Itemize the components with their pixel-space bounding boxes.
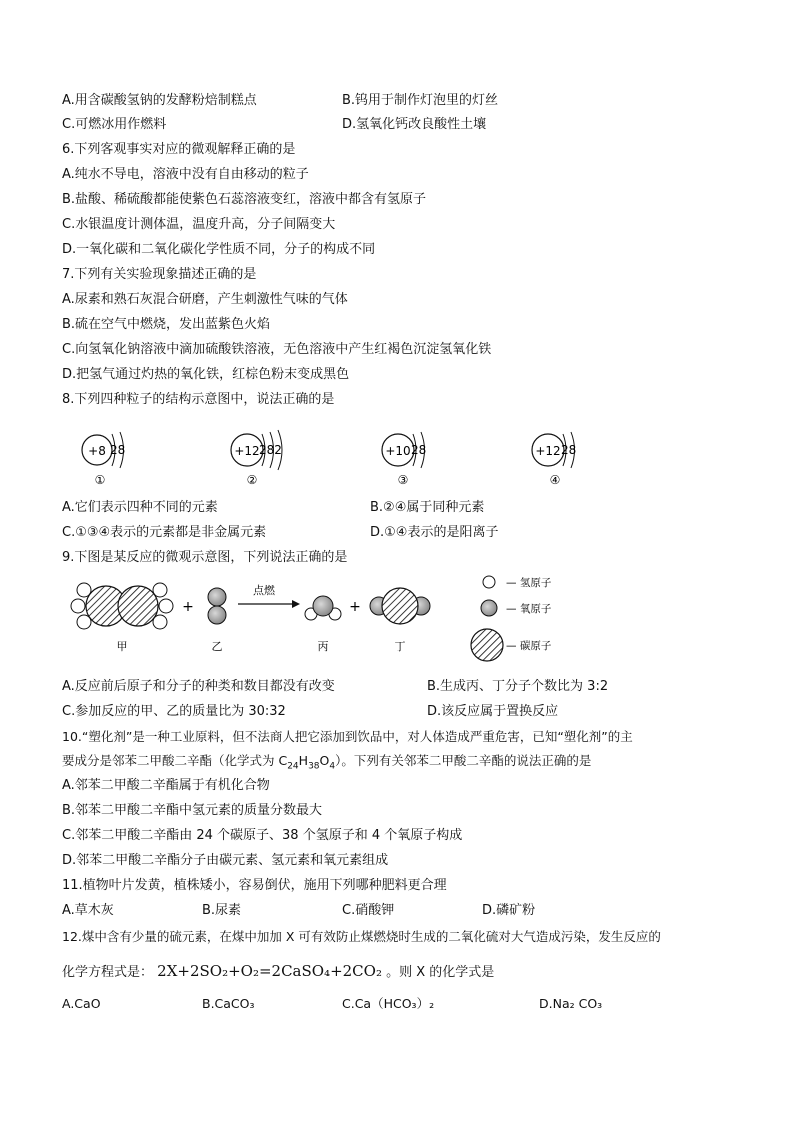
q10-stem-line-2 [62,752,591,776]
q6-option-a: A.纯水不导电，溶液中没有自由移动的粒子 [62,167,309,182]
q7-option-a: A.尿素和熟石灰混合研磨，产生刺激性气味的气体 [62,292,348,307]
q7-option-d: D.把氢气通过灼热的氧化铁，红棕色粉末变成黑色 [62,367,350,382]
particle-2-diagram [231,430,282,487]
q6-option-b: B.盐酸、稀硫酸都能使紫色石蕊溶液变红，溶液中都含有氢原子 [62,192,427,207]
q5-option-a: A.用含碳酸氢钠的发酵粉焙制糕点 [62,93,257,108]
label-bing: 丙 [317,640,329,653]
q11-option-a: A.草木灰 [62,903,114,918]
molecule-ding [370,588,430,653]
atom-legend [471,576,552,661]
q7-option-b: B.硫在空气中燃烧，发出蓝紫色火焰 [62,317,271,332]
q6-option-d: D.一氧化碳和二氧化碳化学性质不同，分子的构成不同 [62,242,376,257]
particle-1-nucleus: +8 [88,444,106,458]
q12-equation: 2X+2SO₂+O₂=2CaSO₄+2CO₂ [157,962,382,980]
q10-option-a: A.邻苯二甲酸二辛酯属于有机化合物 [62,778,270,793]
particle-3-nucleus: +10 [385,444,411,458]
particle-4-nucleus: +12 [535,444,561,458]
q8-option-c: C.①③④表示的元素都是非金属元素 [62,525,267,540]
q8-option-d: D.①④表示的是阳离子 [370,525,499,540]
particle-4-diagram [532,432,576,487]
q5-option-c: C.可燃冰用作燃料 [62,117,167,132]
q12-stem-pre: 化学方程式是： [62,965,154,980]
q5-option-d: D.氢氧化钙改良酸性土壤 [342,117,487,132]
q11-stem: 11.植物叶片发黄，植株矮小，容易倒伏，施用下列哪种肥料更合理 [62,878,447,893]
q10-option-c: C.邻苯二甲酸二辛酯由 24 个碳原子、38 个氢原子和 4 个氧原子构成 [62,828,463,843]
q8-stem: 8.下列四种粒子的结构示意图中，说法正确的是 [62,392,335,407]
molecule-yi [208,588,226,653]
q9-option-d: D.该反应属于置换反应 [427,704,559,719]
particle-2-shells: 282 [259,443,282,457]
atomic-structure-diagrams [0,420,794,495]
reaction-arrow [238,583,300,608]
q10-stem-post: ）。下列有关邻苯二甲酸二辛酯的说法正确的是 [335,753,592,768]
particle-1-diagram [82,432,125,487]
particle-4-shells: 28 [561,443,577,457]
q9-stem: 9.下图是某反应的微观示意图，下列说法正确的是 [62,550,348,565]
reaction-condition: 点燃 [253,584,275,597]
q10-sub-h: 38 [308,761,320,772]
q5-option-b: B.钨用于制作灯泡里的灯丝 [342,93,499,108]
q12-option-c: C.Ca（HCO₃）₂ [342,996,435,1011]
plus-sign-2: + [349,599,361,615]
q10-h: H [298,753,309,768]
q9-option-a: A.反应前后原子和分子的种类和数目都没有改变 [62,679,335,694]
label-yi: 乙 [211,640,223,653]
q11-option-c: C.硝酸钾 [342,903,395,918]
q11-option-b: B.尿素 [202,903,242,918]
plus-sign-1: + [182,599,194,615]
particle-1-label: ① [94,473,106,487]
particle-1-shells: 28 [110,443,126,457]
q12-option-b: B.CaCO₃ [202,996,255,1011]
q10-option-b: B.邻苯二甲酸二辛酯中氢元素的质量分数最大 [62,803,323,818]
reaction-micro-diagram [0,570,794,670]
q8-option-a: A.它们表示四种不同的元素 [62,500,218,515]
molecule-jia [71,583,173,653]
particle-3-diagram [382,432,426,487]
q10-stem-pre: 要成分是邻苯二甲酸二辛酯（化学式为 C [62,753,288,768]
q10-sub-c: 24 [287,761,299,772]
particle-3-shells: 28 [411,443,427,457]
q9-option-c: C.参加反应的甲、乙的质量比为 30:32 [62,704,286,719]
q7-stem: 7.下列有关实验现象描述正确的是 [62,267,257,282]
particle-2-label: ② [246,473,258,487]
q12-stem-line-2 [62,960,494,984]
legend-hydrogen: — 氢原子 [506,577,552,589]
q6-stem: 6.下列客观事实对应的微观解释正确的是 [62,142,296,157]
q10-sub-o: 4 [329,761,336,772]
particle-3-label: ③ [397,473,409,487]
particle-4-label: ④ [549,473,561,487]
q7-option-c: C.向氢氧化钠溶液中滴加硫酸铁溶液，无色溶液中产生红褐色沉淀氢氧化铁 [62,342,492,357]
q12-option-d: D.Na₂ CO₃ [539,996,603,1011]
legend-carbon: — 碳原子 [506,640,552,652]
q10-o: O [319,753,330,768]
q6-option-c: C.水银温度计测体温，温度升高，分子间隔变大 [62,217,336,232]
q12-stem-post: 。则 X 的化学式是 [386,965,495,980]
q10-option-d: D.邻苯二甲酸二辛酯分子由碳元素、氢元素和氧元素组成 [62,853,389,868]
q11-option-d: D.磷矿粉 [482,903,536,918]
q9-option-b: B.生成丙、丁分子个数比为 3:2 [427,679,609,694]
particle-2-nucleus: +12 [234,444,260,458]
q12-stem-line-1: 12.煤中含有少量的硫元素，在煤中加加 X 可有效防止煤燃烧时生成的二氧化硫对大气造成污染，发生反应的 [62,929,661,944]
legend-oxygen: — 氧原子 [506,603,552,615]
q8-option-b: B.②④属于同种元素 [370,500,485,515]
q10-stem-line-1: 10.“塑化剂”是一种工业原料，但不法商人把它添加到饮品中，对人体造成严重危害，已知“塑化剂”的主 [62,729,633,744]
label-ding: 丁 [394,640,406,653]
q12-option-a: A.CaO [62,996,101,1011]
label-jia: 甲 [116,640,128,653]
molecule-bing [305,596,341,653]
